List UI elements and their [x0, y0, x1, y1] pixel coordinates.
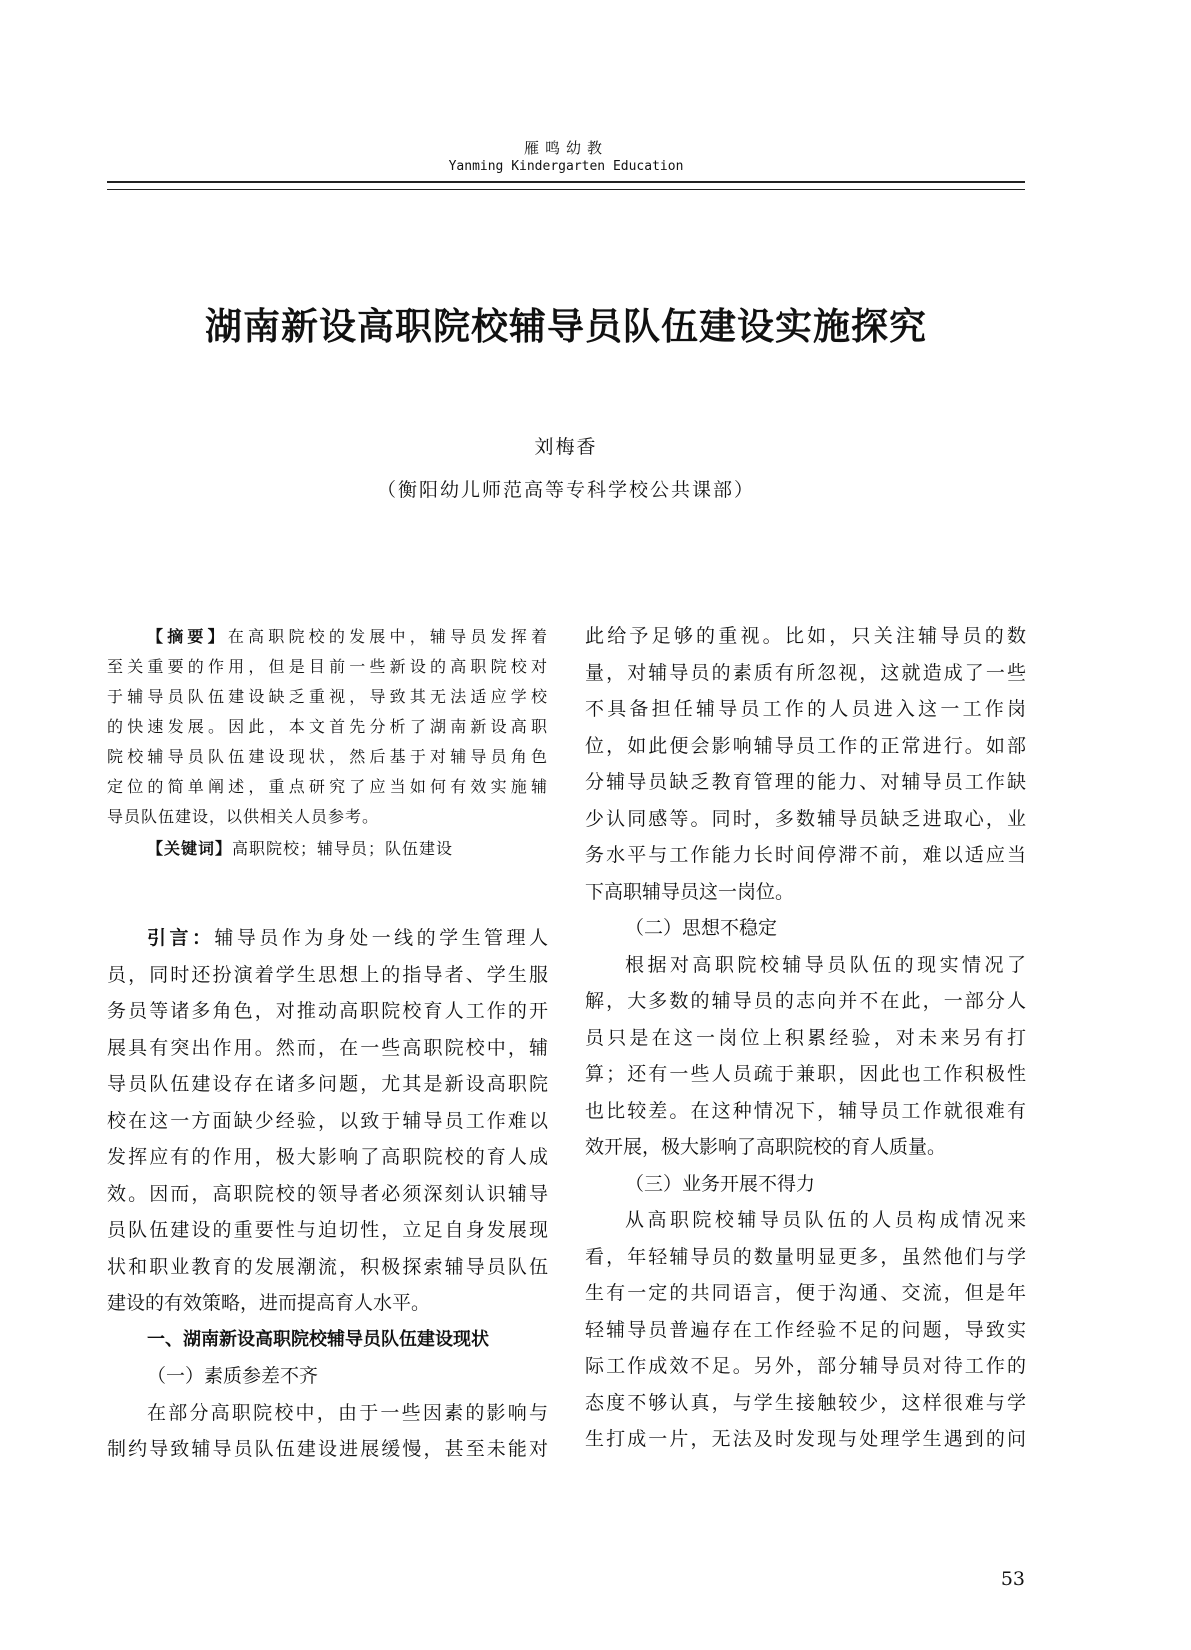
text-line [585, 1093, 1026, 1130]
paper-title: 湖南新设高职院校辅导员队伍建设实施探究 [205, 304, 927, 348]
line-text: 员只是在这一岗位上积累经验，对未来另有打 [585, 1026, 1026, 1049]
affiliation: （衡阳幼儿师范高等专科学校公共课部） [376, 479, 755, 501]
text-line [585, 764, 1026, 801]
line-text: 解，大多数的辅导员的志向并不在此，一部分人 [585, 990, 1026, 1012]
text-line [107, 1176, 548, 1213]
text-line [107, 652, 548, 682]
line-text: 务员等诸多角色，对推动高职院校育人工作的开 [107, 1000, 548, 1022]
text-line [585, 1056, 1026, 1093]
text-line [107, 712, 548, 742]
line-text: 校在这一方面缺少经验，以致于辅导员工作难以 [107, 1109, 548, 1132]
line-text: 少认同感等。同时，多数辅导员缺乏进取心，业 [585, 807, 1026, 830]
line-text: 发挥应有的作用，极大影响了高职院校的育人成 [107, 1146, 548, 1168]
text-line [585, 1348, 1026, 1385]
text-line [585, 1275, 1026, 1312]
line-text: 辅导员作为身处一线的学生管理人 [214, 927, 548, 949]
text-line [107, 1139, 548, 1176]
paragraph-label: 引言： [147, 927, 215, 949]
line-text: 导员队伍建设，以供相关人员参考。 [107, 807, 380, 826]
text-line [585, 1239, 1026, 1276]
line-text: 效。因而，高职院校的领导者必须深刻认识辅导 [107, 1182, 548, 1205]
text-line [585, 1385, 1026, 1422]
paragraph-label: 【摘要】 [147, 627, 228, 646]
text-line [107, 1249, 548, 1286]
keywords-label: 【关键词】 [147, 839, 233, 858]
text-line [585, 874, 1026, 911]
text-line [107, 1285, 548, 1322]
line-text: 算；还有一些人员疏于兼职，因此也工作积极性 [585, 1063, 1026, 1085]
header-rule [107, 181, 1025, 190]
text-line [585, 655, 1026, 692]
text-line [585, 947, 1026, 984]
subsection-heading: （三）业务开展不得力 [625, 1172, 816, 1195]
text-line [107, 1431, 548, 1468]
line-text: 导员队伍建设存在诸多问题，尤其是新设高职院 [107, 1073, 548, 1095]
line-text: 下高职辅导员这一岗位。 [585, 880, 795, 903]
right-column [585, 618, 1026, 1458]
text-line [107, 1103, 548, 1140]
line-text: 制约导致辅导员队伍建设进展缓慢，甚至未能对 [107, 1438, 548, 1460]
line-text: 的快速发展。因此，本文首先分析了湖南新设高职 [107, 717, 548, 736]
text-line [107, 1066, 548, 1103]
journal-name-cn: 雁鸣幼教 [523, 139, 608, 157]
keywords-line [107, 834, 548, 864]
page-number: 53 [1000, 1568, 1025, 1590]
keywords: 高职院校；辅导员；队伍建设 [232, 839, 454, 858]
text-line [585, 1129, 1026, 1166]
line-text: 生有一定的共同语言，便于沟通、交流，但是年 [585, 1282, 1026, 1304]
line-text: 分辅导员缺乏教育管理的能力、对辅导员工作缺 [585, 771, 1026, 793]
line-text: 务水平与工作能力长时间停滞不前，难以适应当 [585, 844, 1026, 866]
left-column [107, 920, 548, 1468]
text-line [585, 837, 1026, 874]
line-text: 际工作成效不足。另外，部分辅导员对待工作的 [585, 1355, 1026, 1377]
line-text: 不具备担任辅导员工作的人员进入这一工作岗 [585, 698, 1026, 720]
line-text: 建设的有效策略，进而提高育人水平。 [107, 1292, 431, 1314]
line-text: 态度不够认真，与学生接触较少，这样很难与学 [585, 1391, 1026, 1414]
line-text: 轻辅导员普遍存在工作经验不足的问题，导致实 [585, 1318, 1026, 1341]
line-text: 定位的简单阐述，重点研究了应当如何有效实施辅 [107, 777, 548, 796]
line-text: 至关重要的作用，但是目前一些新设的高职院校对 [107, 657, 548, 676]
line-text: 在高职院校的发展中，辅导员发挥着 [227, 627, 548, 646]
line-text: 于辅导员队伍建设缺乏重视，导致其无法适应学校 [107, 687, 548, 706]
abstract [107, 622, 548, 864]
text-line [585, 1421, 1026, 1458]
line-text: 员队伍建设的重要性与迫切性，立足自身发展现 [107, 1219, 548, 1241]
text-line [585, 801, 1026, 838]
text-line [585, 1312, 1026, 1349]
journal-name-en: Yanming Kindergarten Education [448, 159, 684, 174]
line-text: 根据对高职院校辅导员队伍的现实情况了 [625, 953, 1026, 976]
text-line [107, 1212, 548, 1249]
line-text: 效开展，极大影响了高职院校的育人质量。 [585, 1136, 947, 1158]
text-line [585, 728, 1026, 765]
text-line [107, 957, 548, 994]
line-text: 在部分高职院校中，由于一些因素的影响与 [147, 1401, 548, 1424]
line-text: 量，对辅导员的素质有所忽视，这就造成了一些 [585, 661, 1026, 684]
line-text: 状和职业教育的发展潮流，积极探索辅导员队伍 [107, 1255, 548, 1278]
line-text: 位，如此便会影响辅导员工作的正常进行。如部 [585, 734, 1026, 757]
subsection-heading: （一）素质参差不齐 [147, 1365, 319, 1387]
text-line [107, 742, 548, 772]
line-text: 此给予足够的重视。比如，只关注辅导员的数 [585, 625, 1026, 647]
author: 刘梅香 [534, 436, 598, 458]
line-text: 生打成一片，无法及时发现与处理学生遇到的问 [585, 1428, 1026, 1450]
line-text: 院校辅导员队伍建设现状，然后基于对辅导员角色 [107, 747, 548, 766]
text-line [585, 1202, 1026, 1239]
line-text: 展具有突出作用。然而，在一些高职院校中，辅 [107, 1036, 548, 1059]
text-line [585, 618, 1026, 655]
line-text: 也比较差。在这种情况下，辅导员工作就很难有 [585, 1099, 1026, 1122]
section-heading: 一、湖南新设高职院校辅导员队伍建设现状 [147, 1328, 489, 1350]
text-line [107, 772, 548, 802]
line-text: 从高职院校辅导员队伍的人员构成情况来 [625, 1209, 1026, 1231]
text-line [107, 682, 548, 712]
text-line [107, 920, 548, 957]
text-line [585, 1020, 1026, 1057]
text-line [107, 802, 548, 832]
text-line [107, 993, 548, 1030]
line-text: 员，同时还扮演着学生思想上的指导者、学生服 [107, 963, 548, 986]
text-line [107, 622, 548, 652]
text-line [585, 983, 1026, 1020]
line-text: 看，年轻辅导员的数量明显更多，虽然他们与学 [585, 1245, 1026, 1268]
text-line [585, 691, 1026, 728]
subsection-heading: （二）思想不稳定 [625, 917, 778, 939]
text-line [107, 1030, 548, 1067]
text-line [107, 1395, 548, 1432]
